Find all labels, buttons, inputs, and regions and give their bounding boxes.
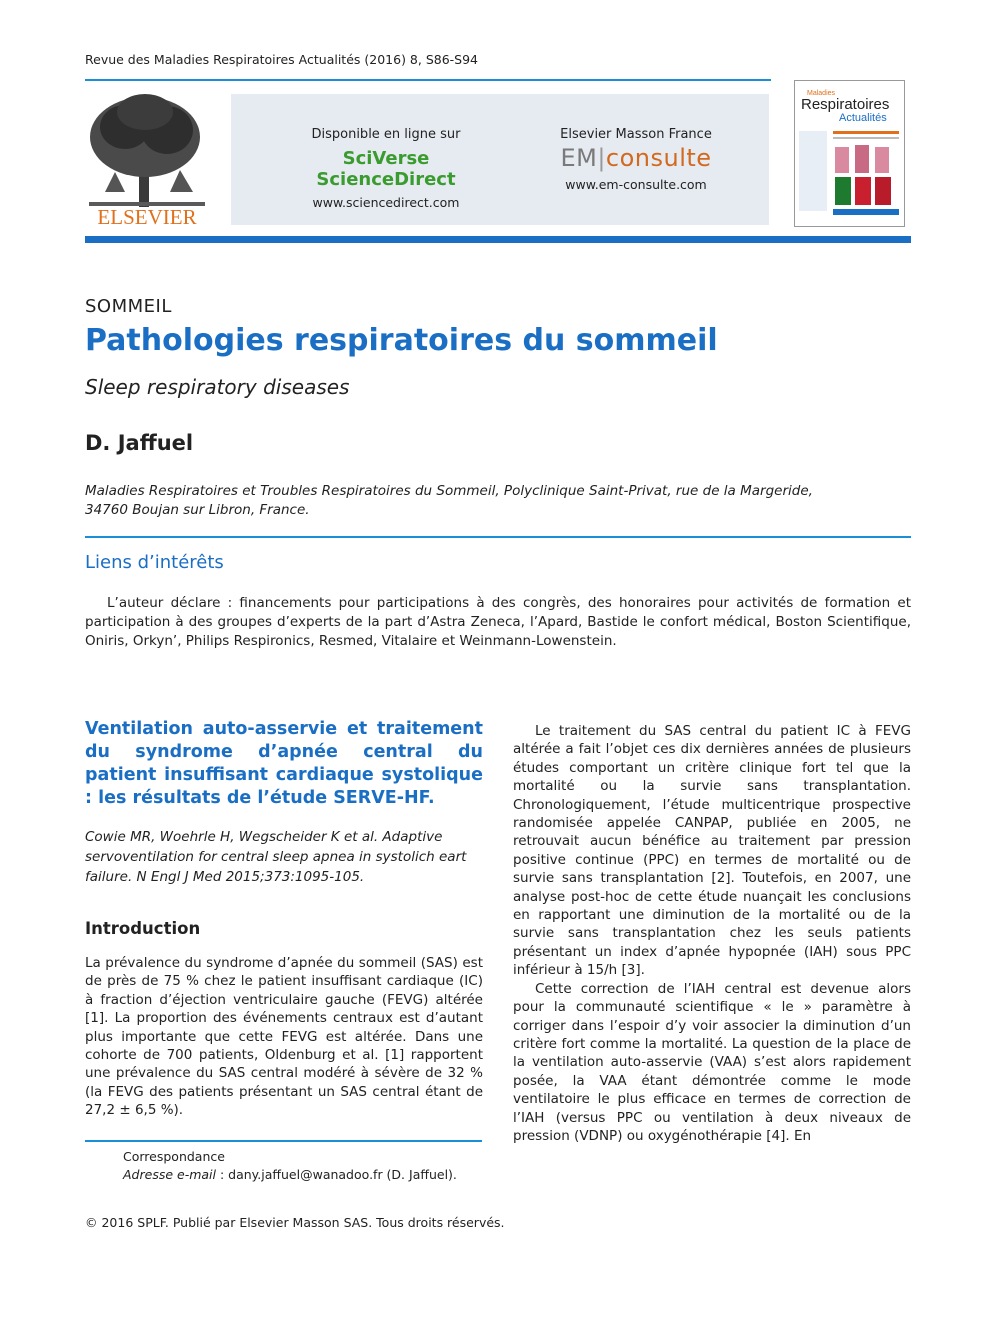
section-rule <box>85 536 911 538</box>
journal-reference: Revue des Maladies Respiratoires Actualités (2016) 8, S86-S94 <box>85 52 479 67</box>
article-title: Pathologies respiratoires du sommeil <box>85 323 718 358</box>
conflicts-heading: Liens d’intérêts <box>85 552 224 573</box>
elsevier-wordmark: ELSEVIER <box>97 205 197 229</box>
publisher-label: Elsevier Masson France <box>560 127 712 142</box>
introduction-paragraph: La prévalence du syndrome d’apnée du sommeil (SAS) est de près de 75 % chez le patient insuffisant cardiaque (IC) à fraction d’éjection ventriculaire gauche (FEVG) altérée [1]. La proportion des événements centraux est d’autant plus importante que cette FEVG est altérée. Dans une cohorte de 700 patients, Oldenburg et al. [1] rapportent une prévalence du SAS central modéré à sévère de 32 % (la FEVG des patients présentant un SAS central étant de 27,2 ± 6,5 %). <box>85 955 483 1119</box>
sciverse-logo[interactable]: SciVerse ScienceDirect <box>316 148 456 190</box>
sciencedirect-block <box>271 127 501 210</box>
available-label: Disponible en ligne sur <box>311 127 461 142</box>
author-name: D. Jaffuel <box>85 431 194 455</box>
body-paragraph: Le traitement du SAS central du patient IC à FEVG altérée a fait l’objet ces dix dernières années de plusieurs études comportant un critère clinique fort tel que la mortalité ou la survie sans transplantation. Chronologiquement, l’étude multicentrique prospective randomisée appelée CANPAP, publiée en 2005, ne retrouvait aucun bénéfice au traitement par pression positive continue (PPC) en termes de mortalité ou de survie sans transplantation [2]. Toutefois, en 2007, une analyse post-hoc de cette étude nuançait les conclusions en rapportant une diminution de la mortalité ou de la survie sans transplantation chez les seuls patients présentant un index d’apnée hypopnée (IAH) sous PPC inférieur à 15/h [3]. <box>513 723 911 979</box>
section-label: SOMMEIL <box>85 296 172 317</box>
copyright-notice: © 2016 SPLF. Publié par Elsevier Masson SAS. Tous droits réservés. <box>85 1215 505 1230</box>
sciencedirect-url[interactable]: www.sciencedirect.com <box>312 195 460 210</box>
reviewed-article-title: Ventilation auto-asservie et traitement du syndrome d’apnée central du patient insuffisant cardiaque systolique : les résultats de l’étude SERVE-HF. <box>85 719 483 808</box>
svg-text:Respiratoires: Respiratoires <box>801 96 890 113</box>
correspondence-label: Correspondance <box>123 1149 225 1164</box>
body-paragraph: Cette correction de l’IAH central est devenue alors pour la communauté scientifique « le » paramètre à corriger dans l’espoir d’y voir associer la diminution d’un critère fort comme la mortalité. La question de la place de la ventilation auto-asservie (VAA) s’est alors rapidement posée, la VAA étant démontrée comme le mode ventilatoire le plus efficace en termes de correction de l’IAH (versus PPC ou ventilation à deux niveaux de pression (VDNP) ou oxygénothérapie [4]. En <box>513 980 911 1144</box>
availability-banner <box>231 94 769 225</box>
journal-cover-image <box>794 80 905 227</box>
conflicts-text: L’auteur déclare : financements pour participations à des congrès, des honoraires pour activités de formation et participation à des groupes d’experts de la part d’Astra Zeneca, l’Apard, Bastide le confort médical, Boston Scientifique, Oniris, Orkyn’, Philips Respironics, Resmed, Vitalaire et Weinmann-Lowenstein. <box>85 595 911 649</box>
svg-text:Actualités: Actualités <box>839 112 887 124</box>
elsevier-tree-logo <box>85 92 209 230</box>
left-column <box>85 718 483 1120</box>
correspondence-email: Adresse e-mail : dany.jaffuel@wanadoo.fr (D. Jaffuel). <box>123 1167 457 1182</box>
header-rule <box>85 79 771 81</box>
emconsulte-block <box>521 127 751 192</box>
author-affiliation: Maladies Respiratoires et Troubles Respiratoires du Sommeil, Polyclinique Saint-Privat, rue de la Margeride, 34760 Boujan sur Libron, France. <box>85 483 813 518</box>
footnote-rule <box>85 1140 482 1142</box>
svg-text:Maladies: Maladies <box>807 90 836 97</box>
header-thick-rule <box>85 236 911 243</box>
right-column <box>513 722 911 1145</box>
reviewed-article-reference: Cowie MR, Woehrle H, Wegscheider K et al. Adaptive servoventilation for central sleep apnea in systolich eart failure. N Engl J Med 2015;373:1095-105. <box>85 829 467 885</box>
introduction-heading: Introduction <box>85 919 201 938</box>
article-subtitle: Sleep respiratory diseases <box>85 375 350 399</box>
emconsulte-url[interactable]: www.em-consulte.com <box>565 177 707 192</box>
emconsulte-logo[interactable]: EM|consulte <box>560 144 712 172</box>
